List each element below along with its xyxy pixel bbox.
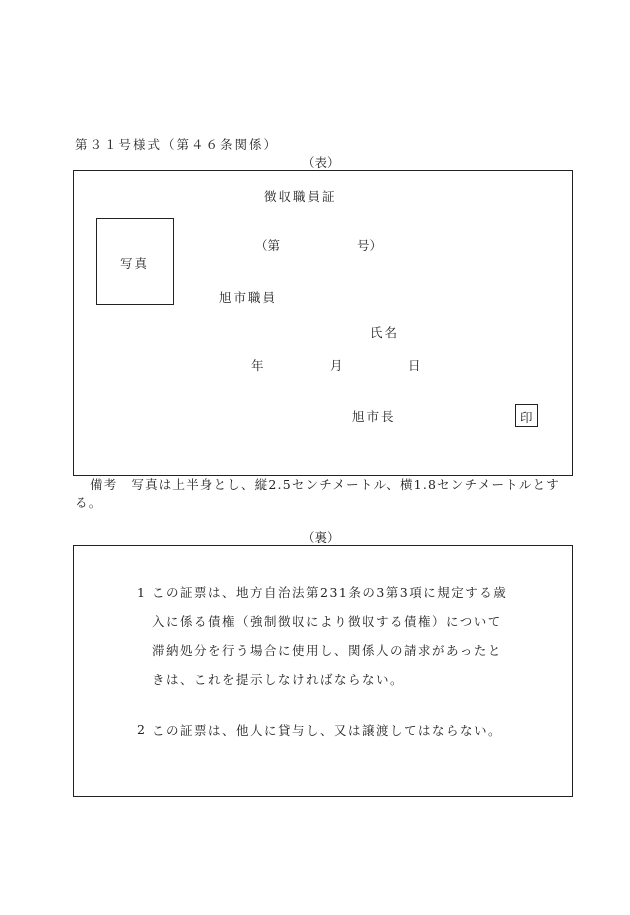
form-number: 第３１号様式（第４６条関係） [75, 137, 279, 152]
remark-text: 写真は上半身とし、縦2.5センチメートル、横1.8センチメートルとする。 [75, 477, 560, 510]
number-close: 号） [357, 238, 383, 253]
item-2-text: この証票は、他人に貸与し、又は譲渡してはならない。 [152, 723, 503, 738]
name-label: 氏名 [370, 325, 400, 340]
date-month: 月 [330, 358, 343, 373]
remark [75, 476, 570, 512]
back-card [73, 545, 573, 797]
date-year: 年 [251, 358, 264, 373]
front-card [73, 170, 573, 476]
item-1-number: 1 [137, 585, 145, 600]
seal-label: 印 [520, 410, 533, 425]
back-heading: （裏） [302, 530, 340, 545]
photo-label: 写真 [120, 256, 150, 271]
item-2-number: 2 [137, 722, 145, 737]
seal-box [515, 404, 538, 427]
remark-label: 備考 [90, 477, 118, 492]
item-1-text: この証票は、地方自治法第231条の3第3項に規定する歳入に係る債権（強制徴収により徴収する債権）について滞納処分を行う場合に使用し、関係人の請求があったときは、これを提示しなければならない。 [152, 585, 508, 687]
number-open: （第 [255, 238, 281, 253]
front-heading: （表） [302, 155, 340, 170]
date-day: 日 [408, 358, 421, 373]
staff-label: 旭市職員 [219, 290, 278, 305]
card-title: 徴収職員証 [264, 189, 337, 204]
photo-box [96, 218, 174, 305]
issuer-label: 旭市長 [352, 409, 396, 424]
